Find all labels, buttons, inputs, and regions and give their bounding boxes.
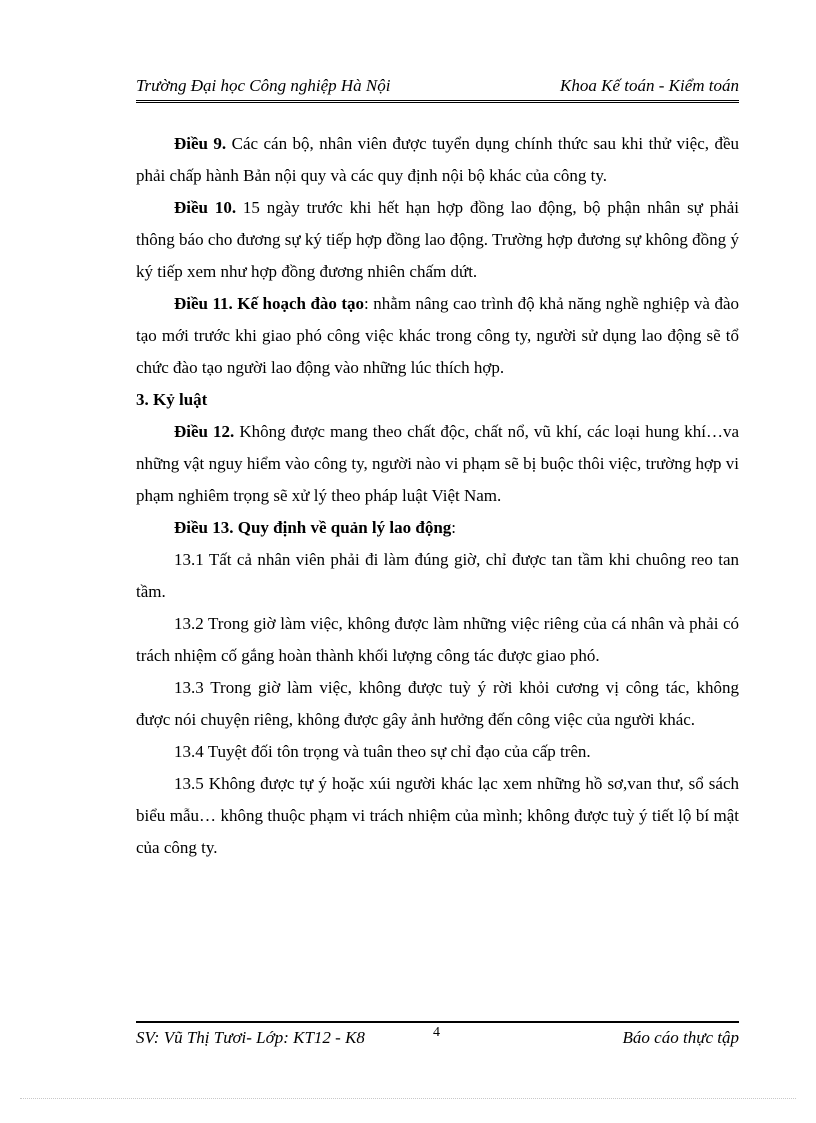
section-3-title: 3. Kỷ luật [136, 390, 208, 409]
article-11-text: : nhằm nâng cao trình độ khả năng nghề nghiệp và đào tạo mới trước khi giao phó công việc khác trong công ty, người sử dụng lao động sẽ tổ chức đào tạo người lao động vào những lúc thích hợp. [136, 294, 739, 377]
article-10 [136, 192, 739, 288]
header-school: Trường Đại học Công nghiệp Hà Nội [136, 76, 391, 95]
article-12-text: Không được mang theo chất độc, chất nổ, vũ khí, các loại hung khí…va những vật nguy hiểm vào công ty, người nào vi phạm sẽ bị buộc thôi việc, trường hợp vi phạm nghiêm trọng sẽ xử lý theo pháp luật Việt Nam. [136, 422, 740, 505]
article-11 [136, 288, 739, 384]
article-13-colon: : [451, 518, 457, 537]
article-12 [136, 416, 739, 512]
clause-13-1: 13.1 Tất cả nhân viên phải đi làm đúng giờ, chỉ được tan tầm khi chuông reo tan tầm. [136, 550, 739, 601]
article-9-title: Điều 9. [174, 134, 227, 153]
footer-report: Báo cáo thực tập [622, 1028, 739, 1047]
document-body [136, 128, 739, 864]
page-number: 4 [433, 1025, 440, 1040]
header-faculty: Khoa Kế toán - Kiểm toán [560, 76, 739, 95]
page-bottom-divider [20, 1098, 796, 1099]
page-header [136, 74, 739, 103]
article-13-title: Điều 13. Quy định về quản lý lao động [174, 518, 452, 537]
article-11-title: Điều 11. Kế hoạch đào tạo [174, 294, 365, 313]
clause-13-5: 13.5 Không được tự ý hoặc xúi người khác lạc xem những hồ sơ,van thư, sổ sách biểu mẫu… không thuộc phạm vi trách nhiệm của mình; không được tuỳ ý tiết lộ bí mật của công ty. [136, 774, 739, 857]
article-9-text: Các cán bộ, nhân viên được tuyển dụng chính thức sau khi thử việc, đều phải chấp hành Bản nội quy và các quy định nội bộ khác của công ty. [136, 134, 739, 185]
article-13 [136, 512, 739, 544]
article-10-title: Điều 10. [174, 198, 237, 217]
clause-13-4: 13.4 Tuyệt đối tôn trọng và tuân theo sự chỉ đạo của cấp trên. [174, 742, 591, 761]
page-footer [136, 1021, 739, 1053]
clause-13-2: 13.2 Trong giờ làm việc, không được làm những việc riêng của cá nhân và phải có trách nhiệm cố gắng hoàn thành khối lượng công tác được giao phó. [136, 614, 739, 665]
article-10-text: 15 ngày trước khi hết hạn hợp đồng lao động, bộ phận nhân sự phải thông báo cho đương sự ký tiếp hợp đồng lao động. Trường hợp đương sự không đồng ý ký tiếp xem như hợp đồng đương nhiên chấm dứt. [136, 198, 740, 281]
section-3-heading [136, 384, 739, 416]
article-12-title: Điều 12. [174, 422, 235, 441]
clause-13-3: 13.3 Trong giờ làm việc, không được tuỳ ý rời khỏi cương vị công tác, không được nói chuyện riêng, không được gây ảnh hưởng đến công việc của người khác. [136, 678, 739, 729]
footer-student: SV: Vũ Thị Tươi- Lớp: KT12 - K8 [136, 1028, 365, 1047]
article-9 [136, 128, 739, 192]
